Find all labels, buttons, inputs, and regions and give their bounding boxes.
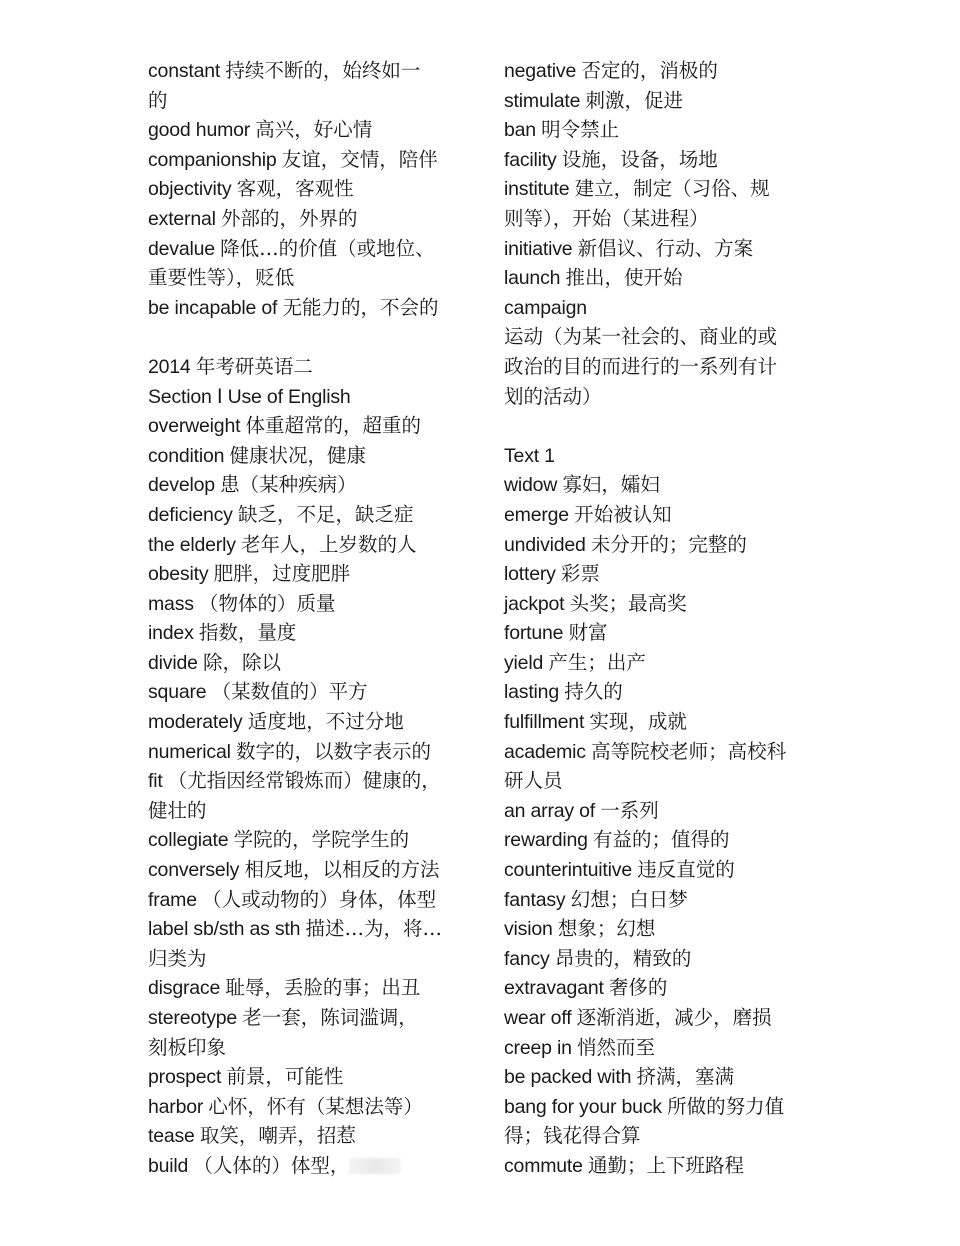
vocab-line bbox=[148, 648, 472, 678]
english-term: stereotype bbox=[148, 1007, 243, 1029]
chinese-definition: 相反地，以相反的方法 bbox=[244, 858, 440, 882]
english-term: collegiate bbox=[148, 829, 234, 852]
vocab-line bbox=[148, 352, 472, 382]
english-term: divide bbox=[148, 651, 203, 674]
english-term: widow bbox=[504, 474, 563, 497]
english-term: extravagant bbox=[504, 977, 609, 1000]
chinese-definition: 健壮的 bbox=[148, 798, 207, 822]
chinese-definition: 肥胖，过度肥胖 bbox=[213, 562, 351, 586]
chinese-definition: 所做的努力值 bbox=[667, 1094, 785, 1118]
vocab-line bbox=[504, 707, 832, 737]
english-term: obesity bbox=[148, 563, 214, 586]
chinese-definition: 幻想；白日梦 bbox=[570, 887, 688, 911]
vocab-line bbox=[504, 470, 832, 500]
chinese-definition: 推出，使开始 bbox=[565, 266, 683, 290]
vocab-line bbox=[148, 411, 472, 441]
chinese-definition: 持续不断的，始终如一 bbox=[225, 59, 421, 82]
vocab-line bbox=[504, 500, 832, 530]
vocab-line bbox=[148, 441, 472, 471]
chinese-definition: 归类为 bbox=[148, 946, 207, 970]
english-term: tease bbox=[148, 1125, 200, 1148]
chinese-definition: 违反直觉的 bbox=[637, 858, 735, 882]
vocab-line bbox=[504, 648, 832, 678]
chinese-definition: 有益的；值得的 bbox=[593, 828, 730, 852]
chinese-definition: 重要性等），贬低 bbox=[148, 266, 295, 290]
vocab-line bbox=[504, 796, 832, 826]
chinese-definition: 年考研英语二 bbox=[195, 354, 313, 378]
english-term: facility bbox=[504, 148, 562, 171]
english-term: creep in bbox=[504, 1036, 577, 1059]
english-term: rewarding bbox=[504, 829, 594, 852]
vocab-line bbox=[148, 1121, 472, 1151]
english-term: moderately bbox=[148, 711, 248, 734]
chinese-definition: 政治的目的而进行的一系列有计 bbox=[504, 354, 778, 378]
vocab-line bbox=[504, 1121, 832, 1151]
vocab-line bbox=[504, 737, 832, 767]
vocab-line bbox=[504, 618, 832, 648]
english-term: commute bbox=[504, 1154, 589, 1177]
english-term: wear off bbox=[504, 1007, 577, 1029]
chinese-definition: 财富 bbox=[568, 621, 608, 645]
english-term: emerge bbox=[504, 503, 575, 526]
chinese-definition: 刻板印象 bbox=[148, 1035, 227, 1059]
english-term: deficiency bbox=[148, 503, 238, 526]
english-term: harbor bbox=[148, 1095, 209, 1118]
chinese-definition: 奢侈的 bbox=[608, 976, 668, 1000]
vocab-line bbox=[504, 973, 832, 1003]
chinese-definition: 健康状况，健康 bbox=[229, 443, 366, 467]
english-term: jackpot bbox=[504, 592, 570, 615]
english-term: build bbox=[148, 1154, 194, 1177]
chinese-definition: 挤满，塞满 bbox=[636, 1065, 735, 1089]
english-term: fancy bbox=[504, 947, 555, 970]
vocab-line bbox=[504, 589, 832, 619]
chinese-definition: 产生；出产 bbox=[548, 650, 646, 674]
chinese-definition: 持久的 bbox=[564, 680, 623, 704]
vocab-line bbox=[148, 234, 472, 264]
chinese-definition: 则等），开始（某进程） bbox=[504, 206, 709, 230]
chinese-definition: 头奖；最高奖 bbox=[569, 591, 687, 615]
english-term: Section Ⅰ Use of English bbox=[148, 385, 351, 408]
english-term: ban bbox=[504, 119, 542, 142]
chinese-definition: 外部的，外界的 bbox=[221, 206, 358, 230]
chinese-definition: （尤指因经常锻炼而）健康的， bbox=[167, 769, 441, 793]
chinese-definition: 刺激，促进 bbox=[585, 88, 683, 112]
blurred-watermark bbox=[349, 1158, 401, 1174]
english-term: fantasy bbox=[504, 888, 571, 911]
chinese-definition: 实现，成就 bbox=[589, 710, 687, 734]
vocab-line bbox=[504, 174, 832, 204]
vocab-line bbox=[148, 1062, 472, 1092]
english-term: overweight bbox=[148, 415, 246, 438]
english-term: conversely bbox=[148, 859, 245, 882]
english-term: disgrace bbox=[148, 977, 226, 1000]
vocab-line bbox=[148, 589, 472, 619]
vocab-line bbox=[504, 1033, 832, 1063]
english-term: fit bbox=[148, 770, 168, 793]
chinese-definition: 彩票 bbox=[560, 562, 600, 586]
english-term: fortune bbox=[504, 622, 569, 645]
chinese-definition: 的 bbox=[148, 88, 168, 112]
chinese-definition: 一系列 bbox=[600, 798, 659, 822]
english-term: institute bbox=[504, 178, 575, 201]
chinese-definition: 前景，可能性 bbox=[226, 1065, 344, 1089]
vocab-line bbox=[504, 677, 832, 707]
english-term: stimulate bbox=[504, 89, 586, 112]
chinese-definition: （物体的）质量 bbox=[199, 591, 336, 615]
chinese-definition: （人或动物的）身体，体型 bbox=[202, 887, 437, 911]
chinese-definition: 友谊，交情，陪伴 bbox=[281, 147, 438, 171]
english-term: mass bbox=[148, 592, 200, 615]
english-term: constant bbox=[148, 60, 226, 82]
chinese-definition: 老年人，上岁数的人 bbox=[241, 532, 417, 556]
english-term: lasting bbox=[504, 681, 565, 704]
vocab-line bbox=[504, 234, 832, 264]
english-term: condition bbox=[148, 444, 230, 467]
english-term: develop bbox=[148, 474, 221, 497]
vocab-line bbox=[148, 145, 472, 175]
english-term: be packed with bbox=[504, 1066, 637, 1089]
vocab-line bbox=[148, 1033, 472, 1063]
vocab-line bbox=[504, 944, 832, 974]
english-term: undivided bbox=[504, 533, 591, 556]
english-term: lottery bbox=[504, 563, 561, 586]
english-term: negative bbox=[504, 60, 582, 82]
english-term: 2014 bbox=[148, 355, 196, 378]
chinese-definition: 取笑，嘲弄，招惹 bbox=[199, 1124, 356, 1148]
vocab-line bbox=[504, 86, 832, 116]
chinese-definition: 新倡议、行动、方案 bbox=[577, 236, 754, 260]
chinese-definition: 建立，制定（习俗、规 bbox=[574, 177, 770, 201]
vocab-line bbox=[504, 855, 832, 885]
vocab-line bbox=[148, 263, 472, 293]
english-term: launch bbox=[504, 267, 566, 290]
vocab-line bbox=[504, 825, 832, 855]
english-term: frame bbox=[148, 888, 203, 911]
vocab-line bbox=[148, 86, 472, 116]
left-column bbox=[148, 56, 472, 1181]
vocab-line bbox=[504, 1092, 832, 1122]
chinese-definition: 未分开的；完整的 bbox=[590, 532, 747, 556]
vocab-line bbox=[148, 766, 472, 796]
english-term: index bbox=[148, 622, 199, 645]
vocab-line bbox=[148, 944, 472, 974]
vocab-line bbox=[504, 204, 832, 234]
vocab-line bbox=[504, 1062, 832, 1092]
vocab-line bbox=[148, 500, 472, 530]
vocab-line bbox=[504, 441, 832, 471]
chinese-definition: 通勤；上下班路程 bbox=[588, 1153, 745, 1177]
chinese-definition: 明令禁止 bbox=[541, 118, 620, 142]
chinese-definition: 开始被认知 bbox=[574, 502, 672, 526]
vocab-line bbox=[148, 973, 472, 1003]
vocab-line bbox=[504, 382, 832, 412]
chinese-definition: 患（某种疾病） bbox=[220, 473, 357, 497]
english-term: bang for your buck bbox=[504, 1095, 668, 1118]
vocab-line bbox=[148, 737, 472, 767]
vocab-line bbox=[148, 115, 472, 145]
chinese-definition: 运动（为某一社会的、商业的或 bbox=[504, 325, 778, 349]
english-term: external bbox=[148, 207, 221, 230]
vocab-line bbox=[504, 322, 832, 352]
english-term: square bbox=[148, 681, 212, 704]
english-term: label sb/sth as sth bbox=[148, 918, 306, 941]
chinese-definition: 悄然而至 bbox=[577, 1035, 656, 1059]
right-column bbox=[504, 56, 832, 1181]
chinese-definition: 体重超常的，超重的 bbox=[245, 414, 422, 438]
english-term: numerical bbox=[148, 740, 236, 763]
chinese-definition: 研人员 bbox=[504, 769, 563, 793]
english-term: be incapable of bbox=[148, 296, 283, 319]
chinese-definition: 数字的，以数字表示的 bbox=[235, 739, 431, 763]
english-term: vision bbox=[504, 918, 558, 941]
chinese-definition: 设施，设备，场地 bbox=[561, 147, 718, 171]
english-term: yield bbox=[504, 651, 549, 674]
vocab-line bbox=[504, 115, 832, 145]
vocab-line bbox=[148, 382, 472, 412]
english-term: prospect bbox=[148, 1066, 227, 1089]
chinese-definition: 想象；幻想 bbox=[557, 917, 656, 941]
chinese-definition: 逐渐消逝，减少，磨损 bbox=[576, 1006, 772, 1029]
vocab-line bbox=[504, 263, 832, 293]
vocab-line bbox=[504, 1003, 832, 1033]
chinese-definition: 高等院校老师；高校科 bbox=[591, 739, 787, 763]
english-term: initiative bbox=[504, 237, 578, 260]
vocab-line bbox=[148, 174, 472, 204]
english-term: fulfillment bbox=[504, 711, 590, 734]
blank-line bbox=[504, 411, 832, 441]
chinese-definition: 除，除以 bbox=[202, 650, 281, 674]
english-term: the elderly bbox=[148, 533, 241, 556]
chinese-definition: 耻辱，丢脸的事；出丑 bbox=[225, 976, 421, 1000]
vocab-line bbox=[504, 352, 832, 382]
vocab-line bbox=[504, 766, 832, 796]
vocab-line bbox=[148, 855, 472, 885]
chinese-definition: 缺乏，不足，缺乏症 bbox=[237, 502, 414, 526]
vocab-line bbox=[148, 885, 472, 915]
blank-line bbox=[148, 322, 472, 352]
vocab-line bbox=[148, 796, 472, 826]
chinese-definition: 指数，量度 bbox=[198, 621, 297, 645]
english-term: campaign bbox=[504, 296, 587, 319]
vocab-line bbox=[148, 618, 472, 648]
vocab-line bbox=[148, 825, 472, 855]
english-term: counterintuitive bbox=[504, 859, 638, 882]
vocab-line bbox=[148, 530, 472, 560]
chinese-definition: （人体的）体型， bbox=[193, 1153, 350, 1177]
chinese-definition: 老一套，陈词滥调， bbox=[242, 1006, 418, 1029]
vocab-line bbox=[148, 677, 472, 707]
chinese-definition: 学院的，学院学生的 bbox=[233, 828, 410, 852]
english-term: objectivity bbox=[148, 178, 237, 201]
vocab-line bbox=[504, 145, 832, 175]
chinese-definition: 降低…的价值（或地位、 bbox=[220, 236, 435, 260]
vocab-line bbox=[148, 1092, 472, 1122]
english-term: Text 1 bbox=[504, 444, 555, 467]
chinese-definition: （某数值的）平方 bbox=[211, 680, 368, 704]
vocab-line bbox=[504, 885, 832, 915]
english-term: devalue bbox=[148, 237, 221, 260]
chinese-definition: 高兴，好心情 bbox=[255, 118, 373, 142]
vocab-line bbox=[504, 559, 832, 589]
chinese-definition: 寡妇，孀妇 bbox=[562, 473, 660, 497]
vocab-line bbox=[148, 56, 472, 86]
vocab-line bbox=[148, 1003, 472, 1033]
chinese-definition: 适度地，不过分地 bbox=[247, 710, 404, 734]
vocab-line bbox=[148, 204, 472, 234]
vocab-line bbox=[504, 56, 832, 86]
chinese-definition: 无能力的，不会的 bbox=[282, 295, 439, 319]
english-term: companionship bbox=[148, 148, 282, 171]
chinese-definition: 描述…为，将… bbox=[305, 917, 443, 941]
vocab-line bbox=[504, 293, 832, 323]
vocab-line bbox=[504, 914, 832, 944]
vocab-line bbox=[148, 470, 472, 500]
chinese-definition: 心怀，怀有（某想法等） bbox=[208, 1094, 423, 1118]
vocab-line bbox=[148, 559, 472, 589]
chinese-definition: 昂贵的，精致的 bbox=[554, 946, 692, 970]
chinese-definition: 客观，客观性 bbox=[236, 177, 354, 201]
english-term: good humor bbox=[148, 119, 256, 142]
vocab-line bbox=[148, 293, 472, 323]
english-term: academic bbox=[504, 740, 592, 763]
vocab-line bbox=[148, 1151, 472, 1181]
vocab-line bbox=[504, 1151, 832, 1181]
vocab-line bbox=[504, 530, 832, 560]
vocab-line bbox=[148, 707, 472, 737]
vocab-line bbox=[148, 914, 472, 944]
chinese-definition: 否定的，消极的 bbox=[581, 59, 718, 82]
chinese-definition: 得；钱花得合算 bbox=[504, 1124, 641, 1148]
english-term: an array of bbox=[504, 799, 601, 822]
chinese-definition: 划的活动） bbox=[504, 384, 602, 408]
